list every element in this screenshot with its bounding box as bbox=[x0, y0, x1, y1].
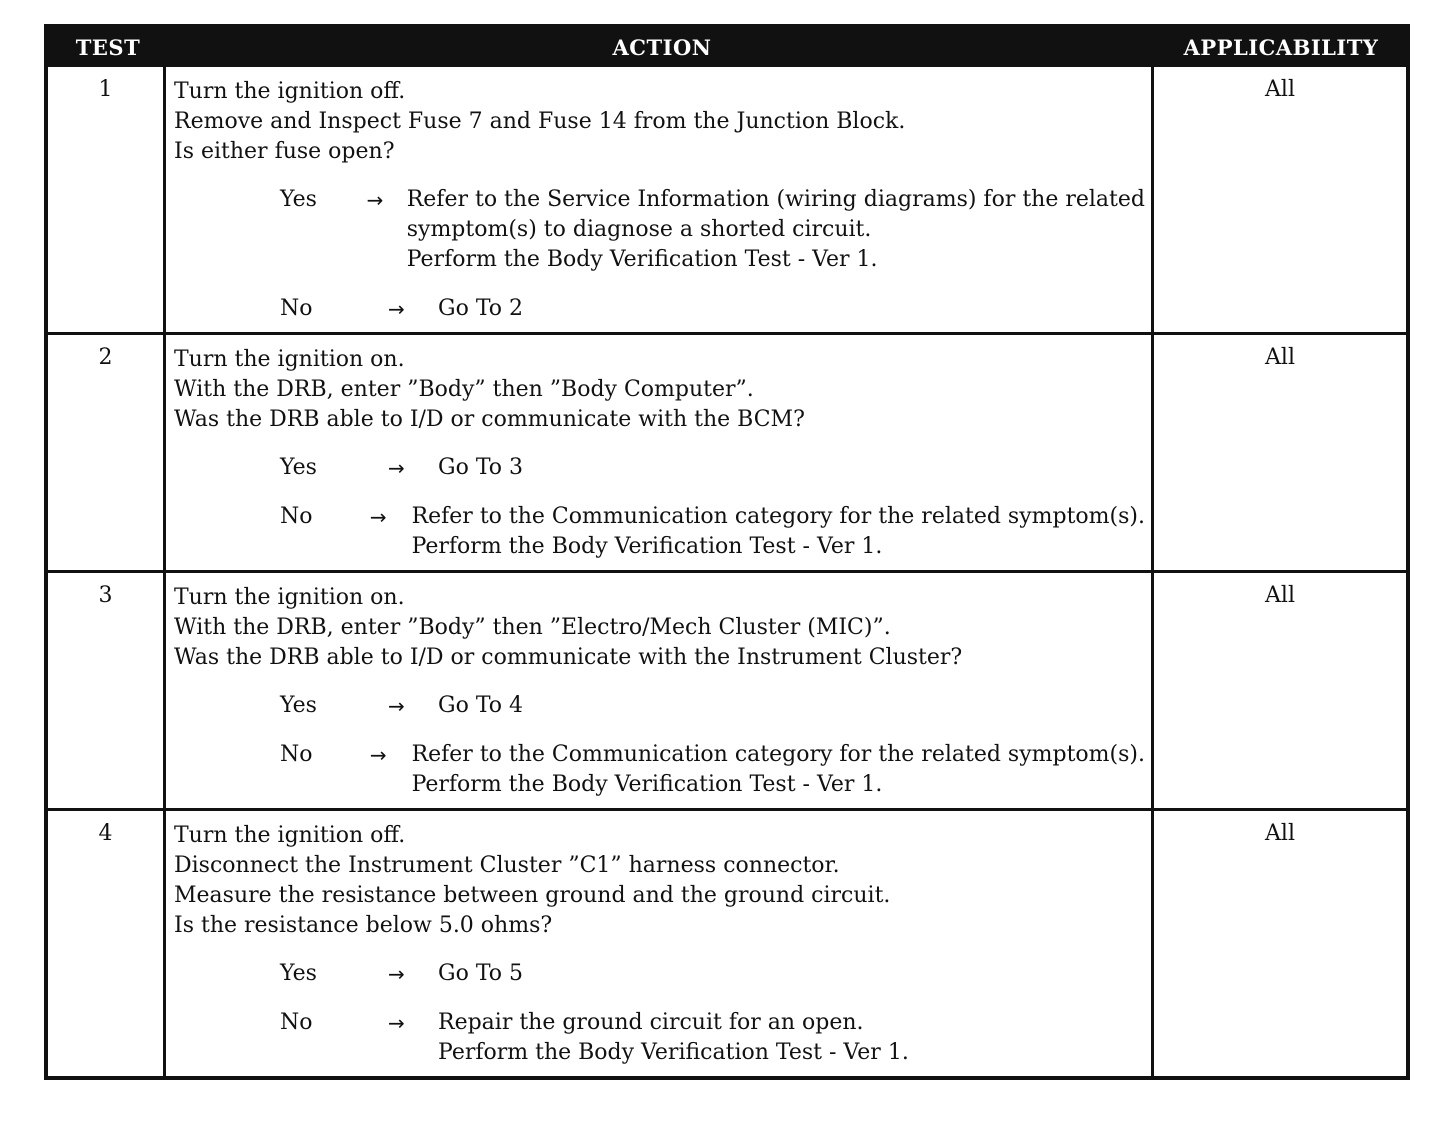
answer-yes bbox=[174, 691, 1145, 721]
answer-list bbox=[174, 959, 1145, 1068]
answer-no-text bbox=[438, 1008, 1145, 1068]
answer-yes-label: Yes bbox=[280, 693, 317, 718]
answer-no bbox=[174, 294, 1145, 324]
answer-line: Go To 3 bbox=[438, 455, 524, 480]
answer-no-label: No bbox=[280, 742, 313, 767]
answer-no-label: No bbox=[280, 1010, 313, 1035]
right-arrow-icon: → bbox=[366, 188, 384, 212]
answer-yes-label: Yes bbox=[280, 187, 317, 212]
table-row bbox=[48, 332, 1406, 570]
answer-yes bbox=[174, 959, 1145, 989]
answer-yes bbox=[174, 453, 1145, 483]
answer-line: Refer to the Service Information (wiring diagrams) for the related bbox=[406, 187, 1145, 212]
answer-line: Repair the ground circuit for an open. bbox=[438, 1010, 864, 1035]
action-step: Disconnect the Instrument Cluster ”C1” harness connector. bbox=[174, 853, 840, 878]
table-row bbox=[48, 808, 1406, 1076]
answer-list bbox=[174, 691, 1145, 800]
test-number: 4 bbox=[48, 811, 166, 1076]
action-step: Turn the ignition on. bbox=[174, 347, 405, 372]
right-arrow-icon: → bbox=[369, 743, 387, 767]
action-cell bbox=[166, 573, 1154, 808]
action-step: With the DRB, enter ”Body” then ”Electro/Mech Cluster (MIC)”. bbox=[174, 615, 891, 640]
answer-line: Perform the Body Verification Test - Ver 1. bbox=[411, 534, 883, 559]
action-step: With the DRB, enter ”Body” then ”Body Computer”. bbox=[174, 377, 754, 402]
right-arrow-icon: → bbox=[388, 694, 405, 718]
action-cell bbox=[166, 811, 1154, 1076]
answer-yes-text bbox=[438, 453, 1145, 483]
answer-yes-text bbox=[407, 185, 1145, 275]
answer-line: Go To 4 bbox=[438, 693, 524, 718]
answer-no bbox=[174, 1008, 1145, 1068]
test-number: 3 bbox=[48, 573, 166, 808]
right-arrow-icon: → bbox=[388, 456, 405, 480]
answer-line: symptom(s) to diagnose a shorted circuit. bbox=[406, 217, 872, 242]
answer-no-text bbox=[412, 740, 1145, 800]
test-number: 1 bbox=[48, 67, 166, 332]
answer-line: Refer to the Communication category for the related symptom(s). bbox=[411, 504, 1145, 529]
applicability-value: All bbox=[1265, 821, 1295, 846]
action-cell bbox=[166, 335, 1154, 570]
header-test: TEST bbox=[75, 35, 141, 60]
action-step: Remove and Inspect Fuse 7 and Fuse 14 from the Junction Block. bbox=[174, 109, 906, 134]
action-cell bbox=[166, 67, 1154, 332]
applicability-value: All bbox=[1265, 345, 1295, 370]
answer-line: Perform the Body Verification Test - Ver 1. bbox=[411, 772, 883, 797]
action-step: Was the DRB able to I/D or communicate with the BCM? bbox=[174, 407, 805, 432]
action-step: Turn the ignition on. bbox=[174, 585, 405, 610]
answer-yes bbox=[174, 185, 1145, 275]
answer-list bbox=[174, 453, 1145, 562]
answer-line: Go To 2 bbox=[438, 296, 524, 321]
answer-no-label: No bbox=[280, 296, 313, 321]
test-number: 2 bbox=[48, 335, 166, 570]
answer-line: Go To 5 bbox=[438, 961, 524, 986]
action-step: Was the DRB able to I/D or communicate with the Instrument Cluster? bbox=[174, 645, 963, 670]
answer-yes-label: Yes bbox=[280, 961, 317, 986]
answer-no-text bbox=[412, 502, 1145, 562]
applicability-value: All bbox=[1265, 583, 1295, 608]
action-step: Turn the ignition off. bbox=[174, 823, 406, 848]
action-step: Measure the resistance between ground and the ground circuit. bbox=[174, 883, 891, 908]
header-applicability: APPLICABILITY bbox=[1183, 35, 1379, 60]
table-row bbox=[48, 570, 1406, 808]
answer-list bbox=[174, 185, 1145, 324]
answer-line: Refer to the Communication category for the related symptom(s). bbox=[411, 742, 1145, 767]
answer-line: Perform the Body Verification Test - Ver 1. bbox=[438, 1040, 909, 1065]
action-step: Turn the ignition off. bbox=[174, 79, 406, 104]
answer-no bbox=[174, 740, 1145, 800]
right-arrow-icon: → bbox=[388, 297, 405, 321]
applicability-value: All bbox=[1265, 77, 1295, 102]
answer-no-label: No bbox=[280, 504, 313, 529]
right-arrow-icon: → bbox=[369, 505, 387, 529]
table-header bbox=[48, 28, 1406, 67]
header-action: ACTION bbox=[612, 35, 712, 60]
answer-yes-text bbox=[438, 691, 1145, 721]
answer-line: Perform the Body Verification Test - Ver 1. bbox=[406, 247, 878, 272]
answer-yes-label: Yes bbox=[280, 455, 317, 480]
diagnostic-table bbox=[44, 24, 1410, 1080]
answer-no-text bbox=[438, 294, 1145, 324]
table-row bbox=[48, 67, 1406, 332]
answer-yes-text bbox=[438, 959, 1145, 989]
right-arrow-icon: → bbox=[388, 1011, 405, 1035]
action-step: Is either fuse open? bbox=[174, 139, 395, 164]
answer-no bbox=[174, 502, 1145, 562]
table-body bbox=[48, 67, 1406, 1076]
action-step: Is the resistance below 5.0 ohms? bbox=[174, 913, 553, 938]
right-arrow-icon: → bbox=[388, 962, 405, 986]
